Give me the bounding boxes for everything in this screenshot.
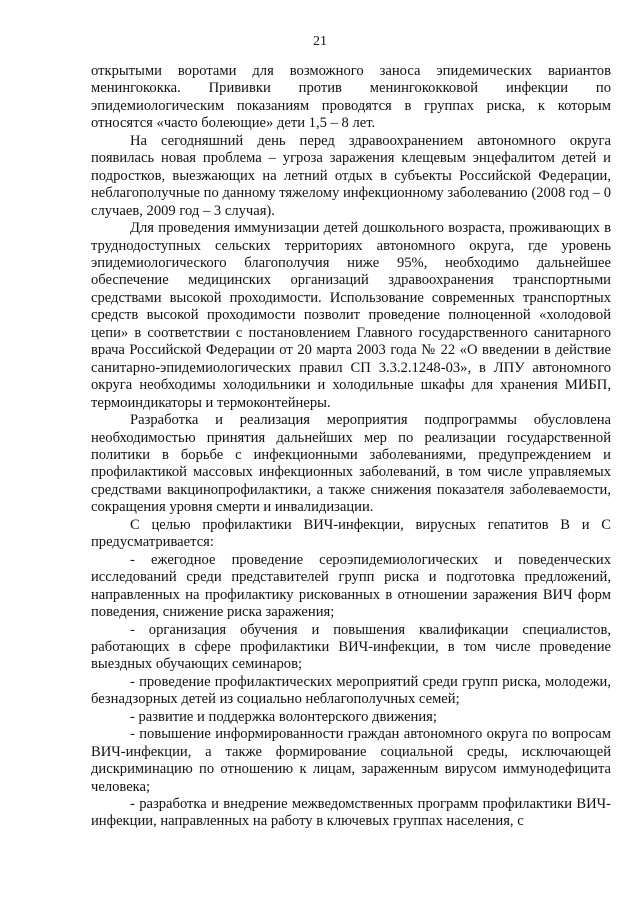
paragraph-immunization-transport: Для проведения иммунизации детей дошкольного возраста, проживающих в труднодоступных сельских территориях автономного округа, где уровень эпидемиологического благополучия ниже 95%, необходимо дальнейшее обеспечение медицинских организаций здравоохранения транспортными средствами высокой проходимости. Использование современных транспортных средств высокой проходимости позволит проведение полноценной «холодовой цепи» в соответствии с постановлением Главного государственного санитарного врача Российской Федерации от 20 марта 2003 года № 22 «О введении в действие санитарно-эпидемиологических правил СП 3.3.2.1248-03», в ЛПУ автономного округа необходимы холодильники и холодильные шкафы для хранения МИБП, термоиндикаторы и термоконтейнеры.	[91, 220, 611, 411]
list-item-surveys: - ежегодное проведение сероэпидемиологических и поведенческих исследований среди представителей групп риска и подготовка предложений, направленных на профилактику рискованных в отношении заражения ВИЧ форм поведения, снижение риска заражения;	[91, 551, 611, 621]
paragraph-meningococcus: открытыми воротами для возможного заноса эпидемических вариантов менингококка. Прививки против менингококковой инфекции по эпидемиологическим показаниям проводятся в группах риска, к которым относятся «часто болеющие» дети 1,5 – 8 лет.	[91, 63, 611, 132]
list-item-awareness: - повышение информированности граждан автономного округа по вопросам ВИЧ-инфекции, а также формирование социальной среды, исключающей дискриминацию по отношению к лицам, зараженным вирусом иммунодефицита человека;	[91, 726, 611, 795]
list-item-prevention-activities: - проведение профилактических мероприятий среди групп риска, молодежи, безнадзорных детей из социально неблагополучных семей;	[91, 673, 611, 708]
paragraph-hiv-intro: С целью профилактики ВИЧ-инфекции, вирусных гепатитов В и С предусматривается:	[91, 516, 611, 551]
list-item-training: - организация обучения и повышения квалификации специалистов, работающих в сфере профилактики ВИЧ-инфекции, в том числе проведение выездных обучающих семинаров;	[91, 621, 611, 673]
paragraph-subprogram-rationale: Разработка и реализация мероприятия подпрограммы обусловлена необходимостью принятия дальнейших мер по реализации государственной политики в борьбе с инфекционными заболеваниями, предупреждением и профилактикой массовых инфекционных заболеваний, в том числе управляемых средствами вакцинопрофилактики, а также снижения показателя заболеваемости, сокращения уровня смерти и инвалидизации.	[91, 412, 611, 516]
page-number: 21	[313, 34, 327, 49]
list-item-interagency-programs: - разработка и внедрение межведомственных программ профилактики ВИЧ-инфекции, направленных на работу в ключевых группах населения, с	[91, 796, 611, 830]
list-item-volunteers: - развитие и поддержка волонтерского движения;	[130, 708, 437, 725]
document-body	[91, 63, 611, 831]
paragraph-tick-encephalitis: На сегодняшний день перед здравоохранением автономного округа появилась новая проблема – угроза заражения клещевым энцефалитом детей и подростков, выезжающих на летний отдых в субъекты Российской Федерации, неблагополучные по данному тяжелому инфекционному заболеванию (2008 год – 0 случаев, 2009 год – 3 случая).	[91, 132, 611, 219]
